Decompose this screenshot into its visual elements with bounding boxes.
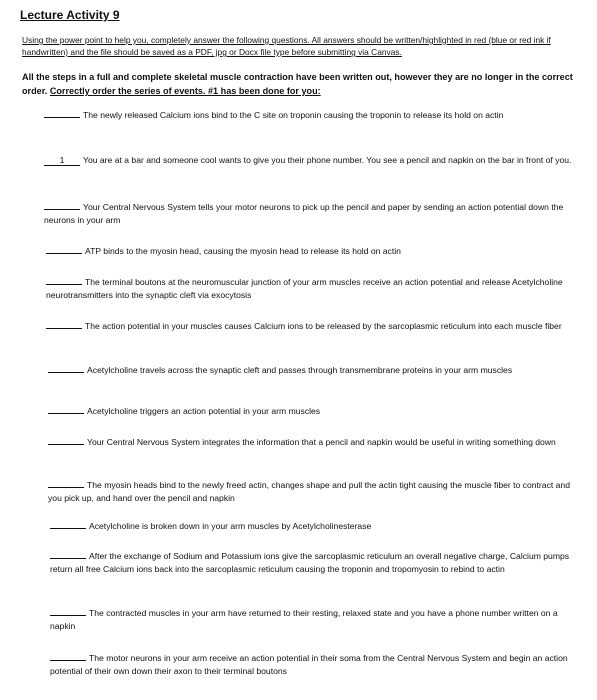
list-item <box>50 519 580 533</box>
answer-blank[interactable] <box>46 244 82 254</box>
answer-blank[interactable] <box>48 363 84 373</box>
answer-blank[interactable]: 1 <box>44 156 80 166</box>
instructions: Using the power point to help you, completely answer the following questions. All answers should be written/highlighted in red (blue or red ink if handwritten) and the file should be saved as a PDF, jpg or Docx file type before submitting via Canvas. <box>22 35 551 57</box>
event-text: The terminal boutons at the neuromuscular junction of your arm muscles receive an action potential and release Acetylcholine neurotransmitters into the synaptic cleft via exocytosis <box>46 277 563 300</box>
answer-blank[interactable] <box>44 200 80 210</box>
list-item <box>50 651 580 678</box>
event-text: The myosin heads bind to the newly freed actin, changes shape and pull the actin tight causing the muscle fiber to contract and you pick up, and hand over the pencil and napkin <box>48 480 570 503</box>
event-text: ATP binds to the myosin head, causing the myosin head to release its hold on actin <box>85 246 401 256</box>
list-item <box>48 435 578 449</box>
event-text: The contracted muscles in your arm have returned to their resting, relaxed state and you have a phone number written on a napkin <box>50 608 558 631</box>
event-text: Your Central Nervous System integrates the information that a pencil and napkin would be useful in writing something down <box>87 437 556 447</box>
list-item <box>48 404 578 418</box>
lead-emphasis: Correctly order the series of events. #1 has been done for you: <box>49 86 321 96</box>
page-title: Lecture Activity 9 <box>20 8 120 22</box>
event-text: The action potential in your muscles causes Calcium ions to be released by the sarcoplasmic reticulum into each muscle fiber <box>85 321 562 331</box>
list-item <box>48 478 578 505</box>
event-text: Acetylcholine travels across the synaptic cleft and passes through transmembrane proteins in your arm muscles <box>87 365 513 375</box>
event-text: You are at a bar and someone cool wants to give you their phone number. You see a pencil and napkin on the bar in front of you. <box>83 155 572 165</box>
answer-blank[interactable] <box>50 519 86 529</box>
event-text: Acetylcholine is broken down in your arm muscles by Acetylcholinesterase <box>89 521 372 531</box>
event-text: After the exchange of Sodium and Potassium ions give the sarcoplasmic reticulum an overall negative charge, Calcium pumps return all free Calcium ions back into the sarcoplasmic reticulum causing the troponin and tropomyosin to rebind to actin <box>50 551 570 574</box>
answer-blank[interactable] <box>50 606 86 616</box>
event-text: The newly released Calcium ions bind to the C site on troponin causing the troponin to release its hold on actin <box>83 110 504 120</box>
answer-blank[interactable] <box>46 275 82 285</box>
answer-blank[interactable] <box>50 651 86 661</box>
answer-blank[interactable] <box>48 478 84 488</box>
list-item <box>48 363 578 377</box>
lead-paragraph <box>22 70 582 98</box>
event-text: Your Central Nervous System tells your motor neurons to pick up the pencil and paper by sending an action potential down the neurons in your arm <box>44 202 564 225</box>
list-item <box>50 606 580 633</box>
event-text: Acetylcholine triggers an action potential in your arm muscles <box>87 406 321 416</box>
lead-text: All the steps in a full and complete skeletal muscle contraction have been written out, however they are no longer in the correct order. <box>22 72 573 96</box>
list-item <box>44 108 574 122</box>
list-item <box>46 319 576 333</box>
answer-blank[interactable] <box>46 319 82 329</box>
list-item <box>44 154 574 167</box>
list-item <box>50 549 580 576</box>
answer-blank[interactable] <box>48 435 84 445</box>
event-text: The motor neurons in your arm receive an action potential in their soma from the Central Nervous System and begin an action potential of their own down their axon to their terminal boutons <box>50 653 568 676</box>
answer-blank[interactable] <box>44 108 80 118</box>
list-item <box>46 244 576 258</box>
answer-blank[interactable] <box>48 404 84 414</box>
list-item <box>46 275 576 302</box>
answer-blank[interactable] <box>50 549 86 559</box>
list-item <box>44 200 574 227</box>
